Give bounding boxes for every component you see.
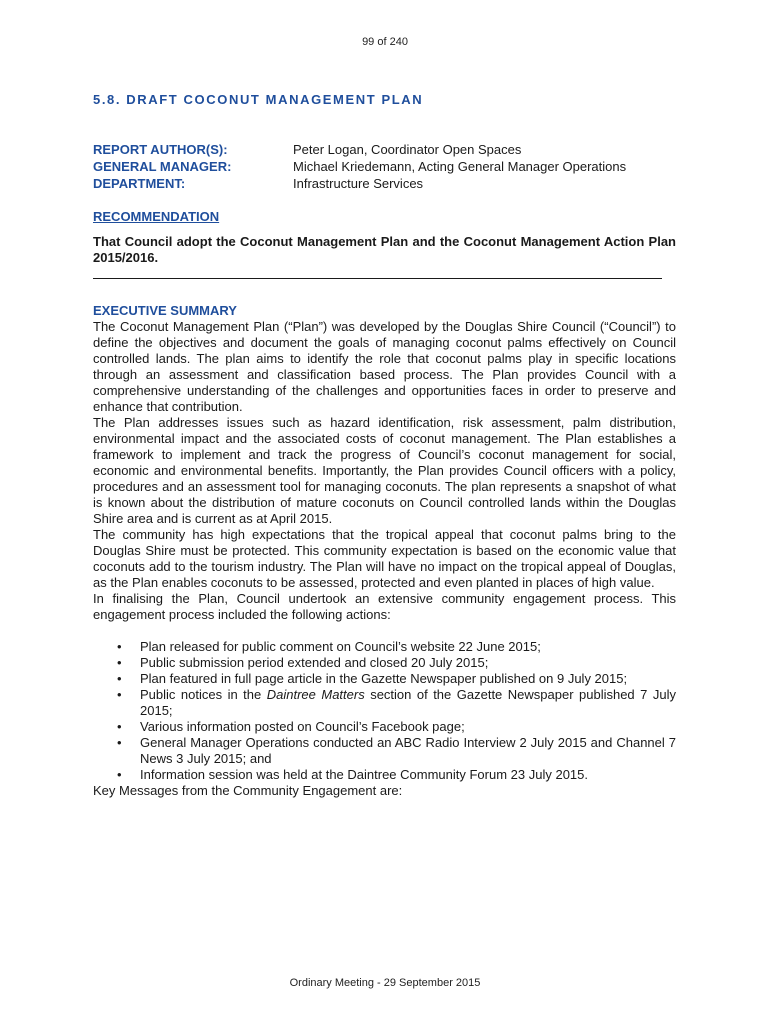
- list-item-text: General Manager Operations conducted an ABC Radio Interview 2 July 2015 and Channel 7 News 3 July 2015; and: [140, 735, 676, 766]
- publication-name: Daintree Matters: [266, 687, 365, 702]
- bullet-icon: •: [117, 671, 122, 686]
- summary-paragraph: In finalising the Plan, Council undertook an extensive community engagement process. This engagement process included the following actions:: [93, 591, 676, 622]
- list-item: [93, 671, 676, 687]
- meta-label-department: DEPARTMENT:: [93, 176, 186, 191]
- list-item-text: Plan featured in full page article in the Gazette Newspaper published on 9 July 2015;: [140, 671, 628, 686]
- summary-paragraph: The community has high expectations that the tropical appeal that coconut palms bring to the Douglas Shire must be protected. This community expectation is based on the economic value that coconuts add to the tourism industry. The Plan will have no impact on the tropical appeal of Douglas, as the Plan enables coconuts to be assessed, protected and even planted in places of high value.: [93, 527, 676, 590]
- bullet-icon: •: [117, 767, 122, 782]
- list-item-text: Public submission period extended and closed 20 July 2015;: [140, 655, 489, 670]
- list-item-text: Various information posted on Council’s Facebook page;: [140, 719, 465, 734]
- list-item: [93, 767, 676, 783]
- list-item-text-after: section of the Gazette Newspaper published 7 July 2015;: [140, 687, 676, 718]
- meta-label-general-manager: GENERAL MANAGER:: [93, 159, 232, 174]
- meta-label-author: REPORT AUTHOR(S):: [93, 142, 228, 157]
- section-title: 5.8. DRAFT COCONUT MANAGEMENT PLAN: [93, 92, 424, 107]
- list-item: [93, 719, 676, 735]
- page-footer: Ordinary Meeting - 29 September 2015: [289, 977, 481, 989]
- report-body: [93, 92, 676, 799]
- meta-value-general-manager: Michael Kriedemann, Acting General Manager Operations: [293, 159, 627, 174]
- bullet-icon: •: [117, 655, 122, 670]
- bullet-icon: •: [117, 687, 122, 702]
- summary-paragraph: The Coconut Management Plan (“Plan”) was developed by the Douglas Shire Council (“Council”) to define the objectives and document the goals of managing coconut palms effectively on Council controlled lands. The plan aims to identify the role that coconut palms play in specific locations through an assessment and classification based process. The Plan provides Council with a comprehensive understanding of the challenges and opportunities faces in order to preserve and enhance that contribution.: [93, 319, 676, 414]
- executive-summary-heading: EXECUTIVE SUMMARY: [93, 303, 237, 318]
- key-messages-intro: Key Messages from the Community Engagement are:: [93, 783, 403, 798]
- divider-rule: [93, 278, 662, 279]
- engagement-actions-list: [93, 639, 676, 783]
- report-meta: [93, 142, 676, 192]
- summary-paragraph: The Plan addresses issues such as hazard identification, risk assessment, palm distribution, environmental impact and the associated costs of coconut management. The Plan establishes a framework to implement and track the progress of Council’s coconut management for social, economic and environmental benefits. Importantly, the Plan provides Council officers with a policy, procedures and an assessment tool for managing coconuts. The plan represents a snapshot of what is known about the distribution of mature coconuts on Council controlled lands within the Douglas Shire area and is current as at April 2015.: [93, 415, 676, 526]
- meta-value-author: Peter Logan, Coordinator Open Spaces: [293, 142, 522, 157]
- bullet-icon: •: [117, 639, 122, 654]
- recommendation-text: That Council adopt the Coconut Management Plan and the Coconut Management Action Plan 2015/2016.: [93, 234, 676, 265]
- list-item: [93, 735, 676, 767]
- bullet-icon: •: [117, 735, 122, 750]
- list-item-text: Information session was held at the Daintree Community Forum 23 July 2015.: [140, 767, 588, 782]
- bullet-icon: •: [117, 719, 122, 734]
- list-item: [93, 687, 676, 719]
- list-item: [93, 639, 676, 655]
- page-number: 99 of 240: [362, 36, 408, 48]
- list-item-text-before: Public notices in the: [140, 687, 267, 702]
- list-item: [93, 655, 676, 671]
- meta-value-department: Infrastructure Services: [293, 176, 424, 191]
- recommendation-heading: RECOMMENDATION: [93, 209, 220, 224]
- list-item-text: Plan released for public comment on Council’s website 22 June 2015;: [140, 639, 541, 654]
